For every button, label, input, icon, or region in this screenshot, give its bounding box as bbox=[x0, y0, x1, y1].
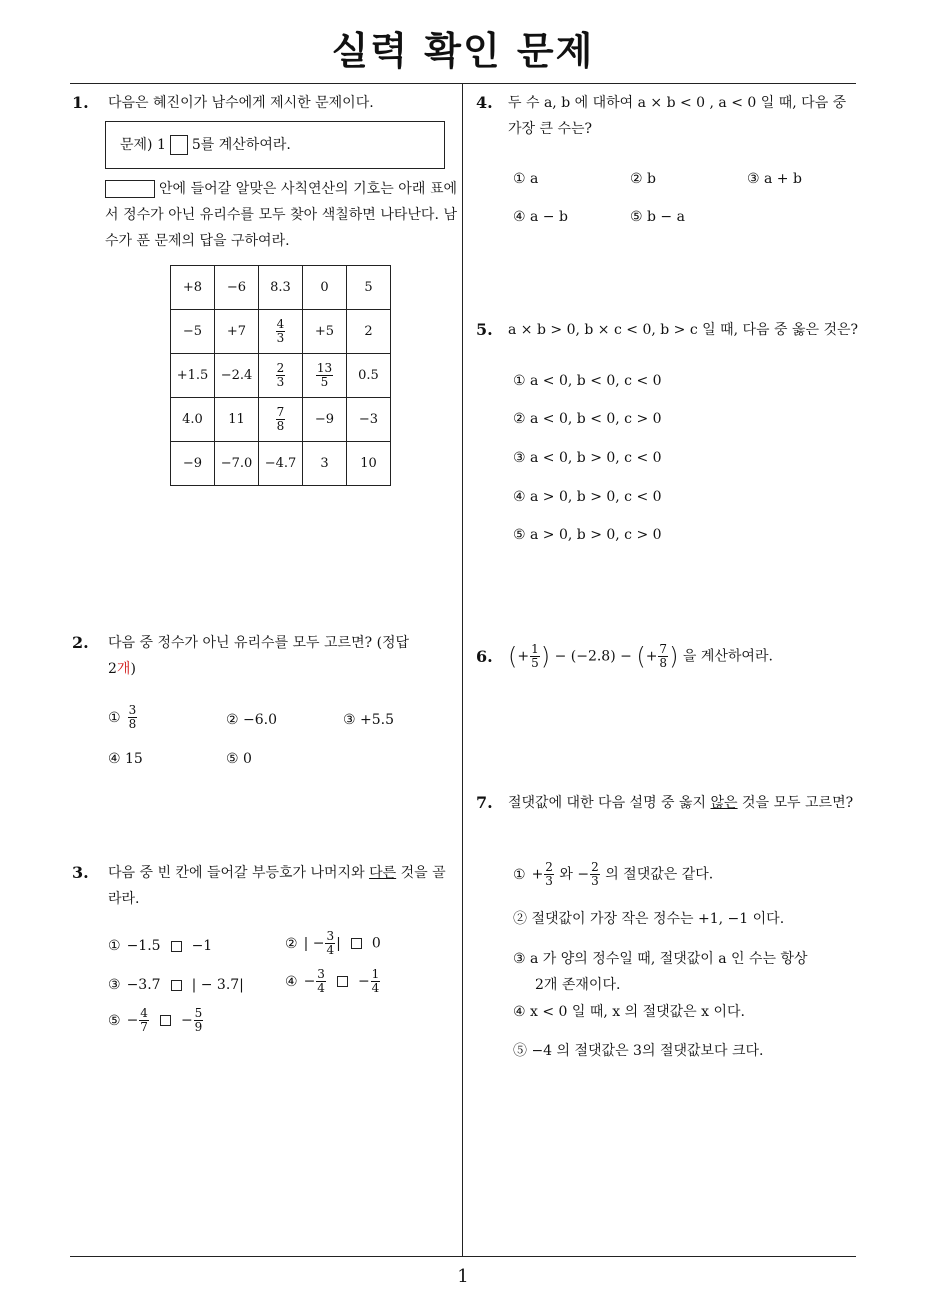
question-number: 5. bbox=[476, 320, 493, 339]
table-row bbox=[171, 442, 391, 486]
table-cell[interactable]: −9 bbox=[303, 398, 347, 442]
question-text: a × b > 0, b × c < 0, b > c 일 때, 다음 중 옳은 것은? bbox=[508, 322, 859, 338]
q7-option-5[interactable]: ⑤ −4 의 절댓값은 3의 절댓값보다 크다. bbox=[513, 1043, 764, 1059]
page-number: 1 bbox=[457, 1266, 469, 1287]
table-row bbox=[171, 398, 391, 442]
q4-option-3[interactable]: ③ a + b bbox=[747, 171, 802, 187]
question-number: 7. bbox=[476, 793, 493, 812]
blank-square bbox=[160, 1015, 171, 1026]
bottom-rule bbox=[70, 1256, 856, 1257]
q2-option-2[interactable]: ② −6.0 bbox=[226, 712, 277, 728]
table-cell[interactable]: +7 bbox=[215, 310, 259, 354]
table-cell[interactable]: −2.4 bbox=[215, 354, 259, 398]
question-number: 3. bbox=[72, 863, 89, 882]
closing-paren: ) bbox=[130, 661, 136, 677]
problem-box bbox=[105, 121, 445, 169]
table-cell[interactable] bbox=[303, 354, 347, 398]
question-number: 6. bbox=[476, 647, 493, 666]
table-cell[interactable]: 0.5 bbox=[347, 354, 391, 398]
table-cell[interactable]: 3 bbox=[303, 442, 347, 486]
table-cell[interactable]: −6 bbox=[215, 266, 259, 310]
fraction: $\frac{2}{3}$ bbox=[276, 361, 285, 389]
option-marker: ① bbox=[108, 709, 121, 726]
table-cell[interactable]: 11 bbox=[215, 398, 259, 442]
table-cell[interactable] bbox=[259, 398, 303, 442]
table-cell[interactable]: +5 bbox=[303, 310, 347, 354]
q7-option-1[interactable]: ① + $\frac{2}{3}$ 와 − $\frac{2}{3}$ 의 절댓값은 같다. bbox=[513, 860, 714, 888]
q3-option-2[interactable]: ② | − $\frac{3}{4}$ | 0 bbox=[285, 929, 381, 957]
q3-option-5[interactable]: ⑤ − $\frac{4}{7}$ − $\frac{5}{9}$ bbox=[108, 1006, 203, 1034]
question-number: 2. bbox=[72, 633, 89, 652]
q2-option-3[interactable]: ③ +5.5 bbox=[343, 712, 394, 728]
answer-count-unit: 개 bbox=[116, 661, 131, 677]
q4-option-2[interactable]: ② b bbox=[630, 171, 656, 187]
table-cell[interactable]: −9 bbox=[171, 442, 215, 486]
table-cell[interactable]: +8 bbox=[171, 266, 215, 310]
q2-option-1[interactable] bbox=[108, 704, 138, 731]
q7-option-3[interactable]: ③ a 가 양의 정수일 때, 절댓값이 a 인 수는 항상 2개 존재이다. bbox=[513, 951, 808, 993]
table-cell[interactable]: −3 bbox=[347, 398, 391, 442]
q5-option-5[interactable]: ⑤ a > 0, b > 0, c > 0 bbox=[513, 527, 662, 543]
table-cell[interactable]: 0 bbox=[303, 266, 347, 310]
table-cell[interactable]: 4.0 bbox=[171, 398, 215, 442]
blank-box bbox=[170, 135, 188, 155]
table-row bbox=[171, 266, 391, 310]
q2-option-4[interactable]: ④ 15 bbox=[108, 751, 143, 767]
q4-option-5[interactable]: ⑤ b − a bbox=[630, 209, 685, 225]
question-1-description bbox=[105, 176, 457, 254]
question-text: 절댓값에 대한 다음 설명 중 옳지 않은 것을 모두 고르면? bbox=[508, 795, 854, 811]
blank-square bbox=[171, 941, 182, 952]
table-cell[interactable]: 10 bbox=[347, 442, 391, 486]
q3-option-3[interactable]: ③ −3.7 | − 3.7| bbox=[108, 977, 244, 993]
question-text: 다음 중 빈 칸에 들어갈 부등호가 나머지와 다른 것을 골라라. bbox=[108, 865, 446, 907]
q5-option-4[interactable]: ④ a > 0, b > 0, c < 0 bbox=[513, 489, 662, 505]
fraction: $\frac{13}{5}$ bbox=[316, 361, 333, 389]
table-cell[interactable]: 2 bbox=[347, 310, 391, 354]
table-row bbox=[171, 310, 391, 354]
fraction: $\frac{7}{8}$ bbox=[276, 405, 285, 433]
fraction: $\frac{3}{8}$ bbox=[128, 703, 137, 731]
question-number: 1. bbox=[72, 93, 89, 112]
underlined-word: 다른 bbox=[369, 865, 397, 881]
q2-option-5[interactable]: ⑤ 0 bbox=[226, 751, 252, 767]
underlined-word: 않은 bbox=[710, 795, 738, 811]
page-title: 실력 확인 문제 bbox=[331, 29, 595, 73]
table-cell[interactable]: 5 bbox=[347, 266, 391, 310]
q4-option-4[interactable]: ④ a − b bbox=[513, 209, 568, 225]
q5-option-2[interactable]: ② a < 0, b < 0, c > 0 bbox=[513, 411, 662, 427]
question-7 bbox=[476, 790, 861, 816]
table-row bbox=[171, 354, 391, 398]
table-cell[interactable]: −5 bbox=[171, 310, 215, 354]
table-cell[interactable] bbox=[259, 310, 303, 354]
question-number: 4. bbox=[476, 93, 493, 112]
question-text: 두 수 a, b 에 대하여 a × b < 0 , a < 0 일 때, 다음 중 가장 큰 수는? bbox=[508, 95, 847, 137]
q3-option-4[interactable]: ④ − $\frac{3}{4}$ − $\frac{1}{4}$ bbox=[285, 967, 380, 995]
q5-option-3[interactable]: ③ a < 0, b > 0, c < 0 bbox=[513, 450, 662, 466]
question-2 bbox=[72, 630, 457, 682]
table-cell[interactable]: −7.0 bbox=[215, 442, 259, 486]
question-text-line1: 다음 중 정수가 아닌 유리수를 모두 고르면? (정답 bbox=[108, 635, 410, 651]
blank-square bbox=[351, 938, 362, 949]
blank-square bbox=[337, 976, 348, 987]
problem-box-prefix: 문제) 1 bbox=[120, 137, 166, 153]
blank-rectangle bbox=[105, 180, 155, 198]
q7-option-2[interactable]: ② 절댓값이 가장 작은 정수는 +1, −1 이다. bbox=[513, 911, 785, 927]
question-1 bbox=[72, 90, 457, 116]
question-text bbox=[108, 630, 457, 682]
fraction: $\frac{4}{3}$ bbox=[276, 317, 285, 345]
number-table bbox=[170, 265, 391, 486]
problem-box-suffix: 5를 계산하여라. bbox=[191, 137, 291, 153]
table-cell[interactable]: 8.3 bbox=[259, 266, 303, 310]
column-divider bbox=[462, 83, 463, 1256]
answer-count: 2 bbox=[108, 661, 117, 677]
question-expression: (+ $\frac{1}{5}$ ) − (−2.8) − (+ $\frac{7}{8}$ ) 을 계산하여라. bbox=[508, 642, 773, 671]
question-3 bbox=[72, 860, 457, 912]
top-rule bbox=[70, 83, 856, 84]
question-4 bbox=[476, 90, 861, 142]
q7-option-4[interactable]: ④ x < 0 일 때, x 의 절댓값은 x 이다. bbox=[513, 1004, 745, 1020]
q3-option-1[interactable]: ① −1.5 −1 bbox=[108, 938, 213, 954]
q5-option-1[interactable]: ① a < 0, b < 0, c < 0 bbox=[513, 373, 662, 389]
table-cell[interactable] bbox=[259, 354, 303, 398]
blank-square bbox=[171, 980, 182, 991]
question-5 bbox=[476, 317, 861, 343]
question-text: 다음은 혜진이가 남수에게 제시한 문제이다. bbox=[108, 95, 374, 111]
q4-option-1[interactable]: ① a bbox=[513, 171, 539, 187]
question-6 bbox=[476, 643, 861, 670]
table-cell[interactable]: −4.7 bbox=[259, 442, 303, 486]
table-cell[interactable]: +1.5 bbox=[171, 354, 215, 398]
description-text: 안에 들어갈 알맞은 사칙연산의 기호는 아래 표에서 정수가 아닌 유리수를 모두 찾아 색칠하면 나타난다. 남수가 푼 문제의 답을 구하여라. bbox=[105, 181, 457, 249]
